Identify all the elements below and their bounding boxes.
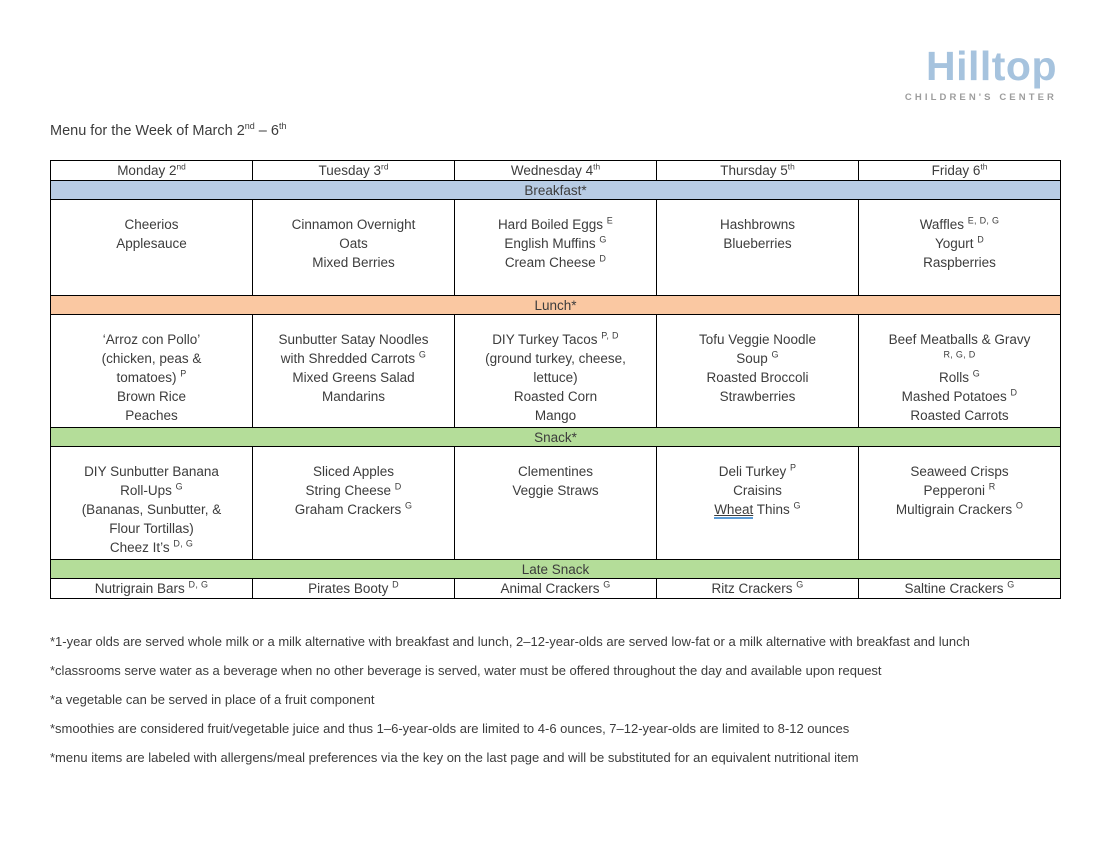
logo-wordmark: Hilltop bbox=[925, 43, 1057, 89]
menu-text: with Shredded Carrots bbox=[280, 351, 419, 366]
menu-text: Applesauce bbox=[116, 236, 187, 251]
menu-text: Multigrain Crackers bbox=[895, 502, 1016, 517]
menu-text: Thins bbox=[753, 502, 794, 517]
allergen-code: O bbox=[1015, 500, 1024, 511]
menu-cell-lunch bbox=[455, 315, 657, 428]
menu-item-line bbox=[55, 349, 248, 368]
page-title bbox=[50, 123, 286, 139]
menu-item-line bbox=[457, 581, 654, 597]
allergen-code: P bbox=[789, 462, 797, 473]
menu-item-line bbox=[257, 349, 450, 368]
menu-text: Blueberries bbox=[723, 236, 792, 251]
menu-text: Cream Cheese bbox=[504, 255, 600, 270]
menu-text: Pepperoni bbox=[923, 483, 989, 498]
menu-item-line bbox=[863, 330, 1056, 349]
menu-table bbox=[50, 160, 1061, 599]
menu-row-lunch bbox=[51, 315, 1061, 428]
menu-text: (ground turkey, cheese, bbox=[485, 351, 626, 366]
menu-item-line bbox=[863, 462, 1056, 481]
menu-text: Graham Crackers bbox=[294, 502, 405, 517]
menu-item-line bbox=[257, 500, 450, 519]
menu-text: tomatoes) bbox=[116, 370, 181, 385]
menu-text: Hard Boiled Eggs bbox=[497, 217, 607, 232]
section-band-late-snack: Late Snack bbox=[51, 560, 1061, 579]
menu-item-line bbox=[863, 481, 1056, 500]
menu-item-line bbox=[661, 234, 854, 253]
menu-item-line bbox=[257, 368, 450, 387]
menu-text: Pirates Booty bbox=[308, 580, 393, 596]
menu-item-line bbox=[661, 349, 854, 368]
menu-item-line bbox=[257, 234, 450, 253]
menu-item-line bbox=[55, 368, 248, 387]
section-band-lunch: Lunch* bbox=[51, 296, 1061, 315]
menu-item-line bbox=[55, 519, 248, 538]
allergen-code: D bbox=[599, 253, 607, 264]
allergen-code: G bbox=[793, 500, 801, 511]
menu-text: Roasted Carrots bbox=[910, 408, 1009, 423]
day-label: Tuesday 3 bbox=[318, 163, 382, 178]
menu-text: DIY Sunbutter Banana bbox=[84, 464, 219, 479]
menu-text: ‘Arroz con Pollo’ bbox=[102, 332, 201, 347]
menu-item-line bbox=[661, 387, 854, 406]
menu-item-line bbox=[459, 406, 652, 425]
menu-item-line bbox=[257, 253, 450, 272]
menu-cell-late-snack bbox=[657, 579, 859, 599]
menu-item-line bbox=[661, 215, 854, 234]
allergen-code: R bbox=[988, 481, 996, 492]
menu-item-line bbox=[863, 253, 1056, 272]
menu-item-line bbox=[55, 406, 248, 425]
menu-cell-breakfast bbox=[455, 200, 657, 296]
menu-cell-breakfast bbox=[51, 200, 253, 296]
menu-cell-breakfast bbox=[657, 200, 859, 296]
menu-cell-late-snack bbox=[455, 579, 657, 599]
menu-text: Deli Turkey bbox=[718, 464, 790, 479]
menu-text: Cinnamon Overnight bbox=[291, 217, 416, 232]
menu-item-line bbox=[863, 406, 1056, 425]
menu-item-line bbox=[459, 481, 652, 500]
menu-row-breakfast bbox=[51, 200, 1061, 296]
allergen-code: R, G, D bbox=[943, 349, 976, 360]
allergen-code: G bbox=[603, 579, 611, 589]
menu-text: Nutrigrain Bars bbox=[94, 580, 189, 596]
menu-item-line bbox=[661, 368, 854, 387]
allergen-code: P bbox=[180, 368, 187, 379]
allergen-code: G bbox=[404, 500, 413, 511]
menu-item-line bbox=[459, 368, 652, 387]
day-header-row bbox=[51, 161, 1061, 181]
menu-text: Seaweed Crisps bbox=[910, 464, 1009, 479]
menu-item-line bbox=[661, 462, 854, 481]
menu-item-line bbox=[55, 215, 248, 234]
menu-text: Hashbrowns bbox=[719, 217, 796, 232]
menu-item-line bbox=[53, 581, 250, 597]
allergen-code: G bbox=[972, 368, 981, 379]
menu-cell-snack bbox=[51, 447, 253, 560]
menu-item-line bbox=[863, 368, 1056, 387]
menu-text: Mashed Potatoes bbox=[901, 389, 1011, 404]
day-ordinal: rd bbox=[381, 161, 389, 172]
day-label: Thursday 5 bbox=[720, 163, 788, 178]
day-label: Friday 6 bbox=[931, 163, 981, 178]
allergen-code: E bbox=[606, 215, 614, 226]
menu-item-line bbox=[863, 500, 1056, 519]
menu-cell-late-snack bbox=[253, 579, 455, 599]
menu-item-line bbox=[257, 481, 450, 500]
menu-item-line bbox=[863, 387, 1056, 406]
section-band-row bbox=[51, 428, 1061, 447]
title-text-2: – 6 bbox=[254, 123, 279, 139]
footnote: *classrooms serve water as a beverage when no other beverage is served, water must be offered throughout the day and available upon request bbox=[50, 663, 882, 678]
allergen-code: G bbox=[771, 349, 779, 360]
menu-text: Waffles bbox=[919, 217, 968, 232]
section-band-row bbox=[51, 560, 1061, 579]
footnote: *a vegetable can be served in place of a fruit component bbox=[50, 692, 375, 707]
menu-cell-lunch bbox=[859, 315, 1061, 428]
menu-item-line bbox=[55, 481, 248, 500]
menu-cell-late-snack bbox=[51, 579, 253, 599]
underlined-word: Wheat bbox=[714, 502, 754, 517]
menu-cell-breakfast bbox=[859, 200, 1061, 296]
menu-item-line bbox=[459, 253, 652, 272]
allergen-code: D bbox=[1010, 387, 1018, 398]
menu-cell-breakfast bbox=[253, 200, 455, 296]
title-text: Menu for the Week of March 2 bbox=[50, 123, 245, 139]
menu-item-line bbox=[861, 581, 1058, 597]
allergen-code: D bbox=[394, 481, 402, 492]
menu-text: Saltine Crackers bbox=[904, 580, 1008, 596]
day-header bbox=[51, 161, 253, 181]
menu-text: Sliced Apples bbox=[312, 464, 395, 479]
allergen-code: D bbox=[977, 234, 985, 245]
menu-item-line bbox=[863, 215, 1056, 234]
menu-text: Cheerios bbox=[124, 217, 179, 232]
menu-text: Roll-Ups bbox=[120, 483, 176, 498]
menu-text: Animal Crackers bbox=[500, 580, 604, 596]
menu-item-line bbox=[863, 349, 1056, 368]
menu-item-line bbox=[661, 481, 854, 500]
allergen-code: D, G bbox=[188, 579, 209, 589]
section-band-row bbox=[51, 296, 1061, 315]
title-ordinal-2: th bbox=[278, 121, 287, 132]
menu-item-line bbox=[255, 581, 452, 597]
menu-text: Mandarins bbox=[321, 389, 386, 404]
allergen-code: G bbox=[1007, 579, 1015, 589]
menu-item-line bbox=[257, 462, 450, 481]
menu-item-line bbox=[55, 234, 248, 253]
menu-item-line bbox=[55, 500, 248, 519]
menu-text: Oats bbox=[339, 236, 368, 251]
menu-item-line bbox=[459, 234, 652, 253]
day-header bbox=[657, 161, 859, 181]
menu-text: Mixed Berries bbox=[312, 255, 395, 270]
menu-text: String Cheese bbox=[305, 483, 395, 498]
logo-tagline: CHILDREN'S CENTER bbox=[904, 92, 1057, 103]
menu-item-line bbox=[661, 500, 854, 519]
menu-item-line bbox=[257, 215, 450, 234]
menu-text: Ritz Crackers bbox=[711, 580, 797, 596]
menu-item-line bbox=[55, 387, 248, 406]
menu-item-line bbox=[459, 462, 652, 481]
day-label: Monday 2 bbox=[117, 163, 177, 178]
menu-item-line bbox=[55, 538, 248, 557]
menu-item-line bbox=[459, 330, 652, 349]
menu-item-line bbox=[659, 581, 856, 597]
menu-cell-lunch bbox=[657, 315, 859, 428]
menu-text: Craisins bbox=[733, 483, 782, 498]
day-ordinal: th bbox=[980, 161, 988, 172]
allergen-code: G bbox=[796, 579, 804, 589]
menu-table-body bbox=[51, 181, 1061, 599]
menu-text: English Muffins bbox=[504, 236, 600, 251]
title-ordinal: nd bbox=[244, 121, 255, 132]
section-band-breakfast: Breakfast* bbox=[51, 181, 1061, 200]
footnotes bbox=[50, 631, 1062, 776]
menu-text: Clementines bbox=[517, 464, 594, 479]
menu-row-late-snack bbox=[51, 579, 1061, 599]
menu-text: lettuce) bbox=[533, 370, 578, 385]
menu-item-line bbox=[459, 387, 652, 406]
menu-item-line bbox=[661, 330, 854, 349]
menu-cell-late-snack bbox=[859, 579, 1061, 599]
menu-text: Peaches bbox=[125, 408, 178, 423]
menu-text: DIY Turkey Tacos bbox=[492, 332, 602, 347]
footnote: *1-year olds are served whole milk or a milk alternative with breakfast and lunch, 2–12-year-olds are served low-fat or a milk alternative with breakfast and lunch bbox=[50, 634, 970, 649]
menu-item-line bbox=[257, 330, 450, 349]
menu-text: (Bananas, Sunbutter, & bbox=[81, 502, 222, 517]
menu-text: Tofu Veggie Noodle bbox=[698, 332, 817, 347]
allergen-code: G bbox=[175, 481, 183, 492]
menu-item-line bbox=[459, 215, 652, 234]
allergen-code: E, D, G bbox=[967, 215, 1000, 226]
menu-text: Mixed Greens Salad bbox=[292, 370, 415, 385]
menu-item-line bbox=[55, 330, 248, 349]
menu-text: Mango bbox=[534, 408, 577, 423]
menu-item-line bbox=[863, 234, 1056, 253]
menu-item-line bbox=[55, 462, 248, 481]
menu-cell-lunch bbox=[51, 315, 253, 428]
menu-text: (chicken, peas & bbox=[101, 351, 202, 366]
allergen-code: G bbox=[599, 234, 607, 245]
menu-cell-snack bbox=[455, 447, 657, 560]
menu-text: Beef Meatballs & Gravy bbox=[888, 332, 1031, 347]
menu-text: Rolls bbox=[938, 370, 973, 385]
section-band-row bbox=[51, 181, 1061, 200]
menu-text: Strawberries bbox=[719, 389, 796, 404]
section-band-snack: Snack* bbox=[51, 428, 1061, 447]
footnote: *smoothies are considered fruit/vegetable juice and thus 1–6-year-olds are limited to 4-6 ounces, 7–12-year-olds are limited to 8-12 ounces bbox=[50, 721, 850, 736]
menu-text: Veggie Straws bbox=[512, 483, 599, 498]
menu-cell-snack bbox=[657, 447, 859, 560]
menu-text: Raspberries bbox=[923, 255, 996, 270]
menu-text: Roasted Corn bbox=[513, 389, 598, 404]
day-header bbox=[455, 161, 657, 181]
day-ordinal: th bbox=[787, 161, 795, 172]
day-header bbox=[253, 161, 455, 181]
menu-text: Yogurt bbox=[934, 236, 978, 251]
menu-item-line bbox=[459, 349, 652, 368]
menu-cell-snack bbox=[253, 447, 455, 560]
day-header bbox=[859, 161, 1061, 181]
menu-text: Sunbutter Satay Noodles bbox=[278, 332, 429, 347]
allergen-code: G bbox=[418, 349, 427, 360]
menu-text: Brown Rice bbox=[116, 389, 187, 404]
footnote: *menu items are labeled with allergens/meal preferences via the key on the last page and will be substituted for an equivalent nutritional item bbox=[50, 750, 859, 765]
menu-cell-lunch bbox=[253, 315, 455, 428]
menu-cell-snack bbox=[859, 447, 1061, 560]
day-label: Wednesday 4 bbox=[510, 163, 594, 178]
menu-text: Cheez It’s bbox=[109, 540, 174, 555]
allergen-code: D, G bbox=[173, 538, 194, 549]
logo bbox=[904, 43, 1057, 103]
menu-item-line bbox=[257, 387, 450, 406]
menu-text: Soup bbox=[736, 351, 772, 366]
menu-text: Roasted Broccoli bbox=[706, 370, 809, 385]
allergen-code: P, D bbox=[601, 330, 619, 341]
menu-text: Flour Tortillas) bbox=[109, 521, 194, 536]
allergen-code: D bbox=[392, 579, 399, 589]
day-ordinal: nd bbox=[176, 161, 186, 172]
menu-row-snack bbox=[51, 447, 1061, 560]
day-ordinal: th bbox=[593, 161, 601, 172]
